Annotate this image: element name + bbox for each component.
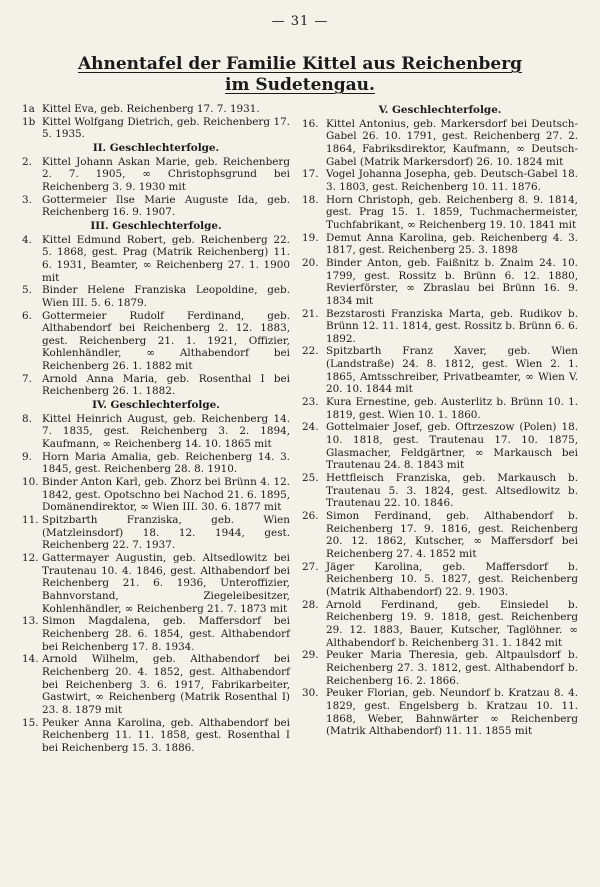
entry-number: 15. xyxy=(22,716,39,729)
entry-text: Demut Anna Karolina, geb. Reichenberg 4. 3. 1817, gest. Reichenberg 25. 3. 1898 xyxy=(326,231,578,257)
entry-number: 29. xyxy=(302,649,319,662)
entry-text: Kittel Edmund Robert, geb. Reichenberg 22. 5. 1868, gest. Prag (Matrik Reichenberg) 11. 6. 1931, Beamter, ∞ Reichenberg 27. 1. 1900 mit xyxy=(42,233,290,284)
left-column xyxy=(22,103,290,754)
entry-number: 5. xyxy=(22,284,32,297)
entry-number: 30. xyxy=(302,687,319,700)
entry-13 xyxy=(22,615,290,653)
entry-text: Simon Magdalena, geb. Maffersdorf bei Reichenberg 28. 6. 1854, gest. Althabendorf bei Reichenberg 17. 8. 1934. xyxy=(42,615,290,653)
entry-number: 19. xyxy=(302,231,319,244)
entry-text: Kittel Johann Askan Marie, geb. Reichenberg 2. 7. 1905, ∞ Christophsgrund bei Reichenberg 3. 9. 1930 mit xyxy=(42,155,290,193)
page-title xyxy=(0,54,600,96)
entry-number: 26. xyxy=(302,510,319,522)
entry-text: Binder Helene Franziska Leopoldine, geb. Wien III. 5. 6. 1879. xyxy=(42,284,290,309)
entry-number: 16. xyxy=(302,117,319,130)
entry-7 xyxy=(22,373,290,398)
entry-text: Gattermayer Augustin, geb. Altsedlowitz bei Trautenau 10. 4. 1846, gest. Althabendorf bei Reichenberg 21. 6. 1936, Unteroffizier, Bahnvorstand, Ziegeleibesitzer, Kohlenhändler, ∞ Reichenberg 21. 7. 1873 mit xyxy=(42,551,290,615)
entry-number: 4. xyxy=(22,233,32,246)
entry-text: Arnold Anna Maria, geb. Rosenthal I bei Reichenberg 26. 1. 1882. xyxy=(42,372,290,398)
entry-text: Kura Ernestine, geb. Austerlitz b. Brünn 10. 1. 1819, gest. Wien 10. 1. 1860. xyxy=(326,396,578,421)
entry-number: 2. xyxy=(22,155,32,168)
generation-heading-5: V. Geschlechterfolge. xyxy=(378,104,502,116)
entry-number: 12. xyxy=(22,551,39,564)
entry-text: Hettfleisch Franziska, geb. Markausch b. Trautenau 5. 3. 1824, gest. Altsedlowitz b. Trautenau 22. 10. 1846. xyxy=(326,472,578,510)
entry-5 xyxy=(22,284,290,309)
entry-text: Gottermeier Rudolf Ferdinand, geb. Althabendorf bei Reichenberg 2. 12. 1883, gest. Reichenberg 21. 1. 1921, Offizier, Kohlenhändler, ∞ Althabendorf bei Reichenberg 26. 1. 1882 mit xyxy=(42,309,290,373)
right-column xyxy=(302,103,578,738)
entry-21 xyxy=(302,308,578,346)
entry-11 xyxy=(22,514,290,552)
entry-9 xyxy=(22,451,290,476)
entry-text: Arnold Wilhelm, geb. Althabendorf bei Reichenberg 20. 4. 1852, gest. Althabendorf bei Reichenberg 3. 6. 1917, Fabrikarbeiter, Gastwirt, ∞ Reichenberg (Matrik Rosenthal I) 23. 8. 1879 mit xyxy=(42,653,290,716)
entry-text: Horn Maria Amalia, geb. Reichenberg 14. 3. 1845, gest. Reichenberg 28. 8. 1910. xyxy=(42,450,290,476)
entry-28 xyxy=(302,599,578,650)
entry-text: Spitzbarth Franziska, geb. Wien (Matzleinsdorf) 18. 12. 1944, gest. Reichenberg 22. 7. 1937. xyxy=(42,514,290,552)
entry-text: Kittel Antonius, geb. Markersdorf bei Deutsch-Gabel 26. 10. 1791, gest. Reichenberg 27. 2. 1864, Fabriksdirektor, Kaufmann, ∞ Deutsch-Gabel (Matrik Markersdorf) 26. 10. 1824 mit xyxy=(326,117,578,168)
entry-26 xyxy=(302,510,578,561)
entry-number: 10. xyxy=(22,476,39,489)
entry-29 xyxy=(302,649,578,687)
entry-text: Peuker Maria Theresia, geb. Altpaulsdorf b. Reichenberg 27. 3. 1812, gest. Althabendorf b. Reichenberg 16. 2. 1866. xyxy=(326,649,578,687)
entry-24 xyxy=(302,421,578,472)
entry-number: 11. xyxy=(22,514,39,526)
entry-text: Peuker Florian, geb. Neundorf b. Kratzau 8. 4. 1829, gest. Engelsberg b. Kratzau 10. 11. 1868, Weber, Bahnwärter ∞ Reichenberg (Matrik Althabendorf) 11. 11. 1855 mit xyxy=(326,687,578,738)
entry-text: Bezstarosti Franziska Marta, geb. Rudikov b. Brünn 12. 11. 1814, gest. Rossitz b. Brünn 6. 6. 1892. xyxy=(326,307,578,345)
title-line-1: Ahnentafel der Familie Kittel aus Reichenberg xyxy=(77,54,523,74)
entry-number: 20. xyxy=(302,256,319,269)
entry-text: Peuker Anna Karolina, geb. Althabendorf bei Reichenberg 11. 11. 1858, gest. Rosenthal I bei Reichenberg 15. 3. 1886. xyxy=(42,716,290,754)
entry-text: Kittel Heinrich August, geb. Reichenberg 14. 7. 1835, gest. Reichenberg 3. 2. 1894, Kaufmann, ∞ Reichenberg 14. 10. 1865 mit xyxy=(42,412,290,451)
entry-number: 28. xyxy=(302,598,319,611)
page-number: — 31 — xyxy=(271,14,329,29)
entry-text: Gottermeier Ilse Marie Auguste Ida, geb. Reichenberg 16. 9. 1907. xyxy=(42,193,290,219)
entry-number: 8. xyxy=(22,412,32,425)
entry-number: 22. xyxy=(302,345,319,358)
entry-12 xyxy=(22,552,290,615)
generation-heading-3: III. Geschlechterfolge. xyxy=(90,219,222,232)
entry-19 xyxy=(302,232,578,257)
entry-8 xyxy=(22,413,290,451)
entry-25 xyxy=(302,472,578,510)
entry-number: 14. xyxy=(22,653,39,666)
entry-text: Horn Christoph, geb. Reichenberg 8. 9. 1814, gest. Prag 15. 1. 1859, Tuchmachermeister, Tuchfabrikant, ∞ Reichenberg 19. 10. 1841 mit xyxy=(326,193,578,231)
entry-1b xyxy=(22,116,290,141)
entry-27 xyxy=(302,561,578,599)
entry-text: Binder Anton Karl, geb. Zhorz bei Brünn 4. 12. 1842, gest. Opotschno bei Nachod 21. 6. 1895, Domänendirektor, ∞ Wien III. 30. 6. 1877 mit xyxy=(42,476,290,514)
entry-3 xyxy=(22,194,290,219)
entry-text: Arnold Ferdinand, geb. Einsiedel b. Reichenberg 19. 9. 1818, gest. Reichenberg 29. 12. 1883, Bauer, Kutscher, Taglöhner. ∞ Althabendorf b. Reichenberg 31. 1. 1842 mit xyxy=(326,598,578,649)
entry-2 xyxy=(22,156,290,194)
entry-number: 17. xyxy=(302,168,319,181)
entry-16 xyxy=(302,118,578,169)
entry-text: Simon Ferdinand, geb. Althabendorf b. Reichenberg 17. 9. 1816, gest. Reichenberg 20. 12. 1862, Kutscher, ∞ Maffersdorf bei Reichenberg 27. 4. 1852 mit xyxy=(326,510,578,560)
entry-number: 23. xyxy=(302,396,319,409)
entry-number: 27. xyxy=(302,560,319,573)
entry-4 xyxy=(22,234,290,285)
entry-text: Gottelmaier Josef, geb. Oftrzeszow (Polen) 18. 10. 1818, gest. Trautenau 17. 10. 1875, Glasmacher, Feldgärtner, ∞ Markausch bei Trautenau 24. 8. 1843 mit xyxy=(326,421,578,472)
entry-text: Kittel Wolfgang Dietrich, geb. Reichenberg 17. 5. 1935. xyxy=(42,115,290,141)
entry-text: Vogel Johanna Josepha, geb. Deutsch-Gabel 18. 3. 1803, gest. Reichenberg 10. 11. 1876. xyxy=(326,168,578,193)
entry-14 xyxy=(22,653,290,716)
entry-number: 24. xyxy=(302,421,319,434)
entry-number: 9. xyxy=(22,450,32,463)
entry-30 xyxy=(302,687,578,738)
entry-text: Spitzbarth Franz Xaver, geb. Wien (Landstraße) 24. 8. 1812, gest. Wien 2. 1. 1865, Amtsschreiber, Privatbeamter, ∞ Wien V. 20. 10. 1844 mit xyxy=(326,345,578,396)
entry-6 xyxy=(22,310,290,373)
entry-text: Kittel Eva, geb. Reichenberg 17. 7. 1931. xyxy=(42,103,260,115)
entry-number: 18. xyxy=(302,193,319,206)
entry-number: 13. xyxy=(22,615,39,628)
entry-number: 1a xyxy=(22,103,35,115)
entry-number: 6. xyxy=(22,309,32,322)
entry-number: 7. xyxy=(22,372,32,385)
entry-23 xyxy=(302,396,578,421)
entry-17 xyxy=(302,168,578,193)
entry-10 xyxy=(22,476,290,514)
entry-22 xyxy=(302,345,578,396)
entry-18 xyxy=(302,194,578,232)
entry-number: 25. xyxy=(302,472,319,485)
generation-heading-2: II. Geschlechterfolge. xyxy=(92,141,220,154)
entry-20 xyxy=(302,257,578,308)
entry-number: 3. xyxy=(22,193,32,206)
entry-15 xyxy=(22,717,290,755)
entry-number: 21. xyxy=(302,307,319,320)
entry-1a xyxy=(22,103,290,116)
generation-heading-4: IV. Geschlechterfolge. xyxy=(92,399,220,412)
entry-text: Binder Anton, geb. Faißnitz b. Znaim 24. 10. 1799, gest. Rossitz b. Brünn 6. 12. 1880, Revierförster, ∞ Zbraslau bei Brünn 16. 9. 1834 mit xyxy=(326,256,578,307)
entry-number: 1b xyxy=(22,115,36,128)
entry-text: Jäger Karolina, geb. Maffersdorf b. Reichenberg 10. 5. 1827, gest. Reichenberg (Matrik Althabendorf) 22. 9. 1903. xyxy=(326,560,578,598)
title-line-2: im Sudetengau. xyxy=(225,75,375,95)
